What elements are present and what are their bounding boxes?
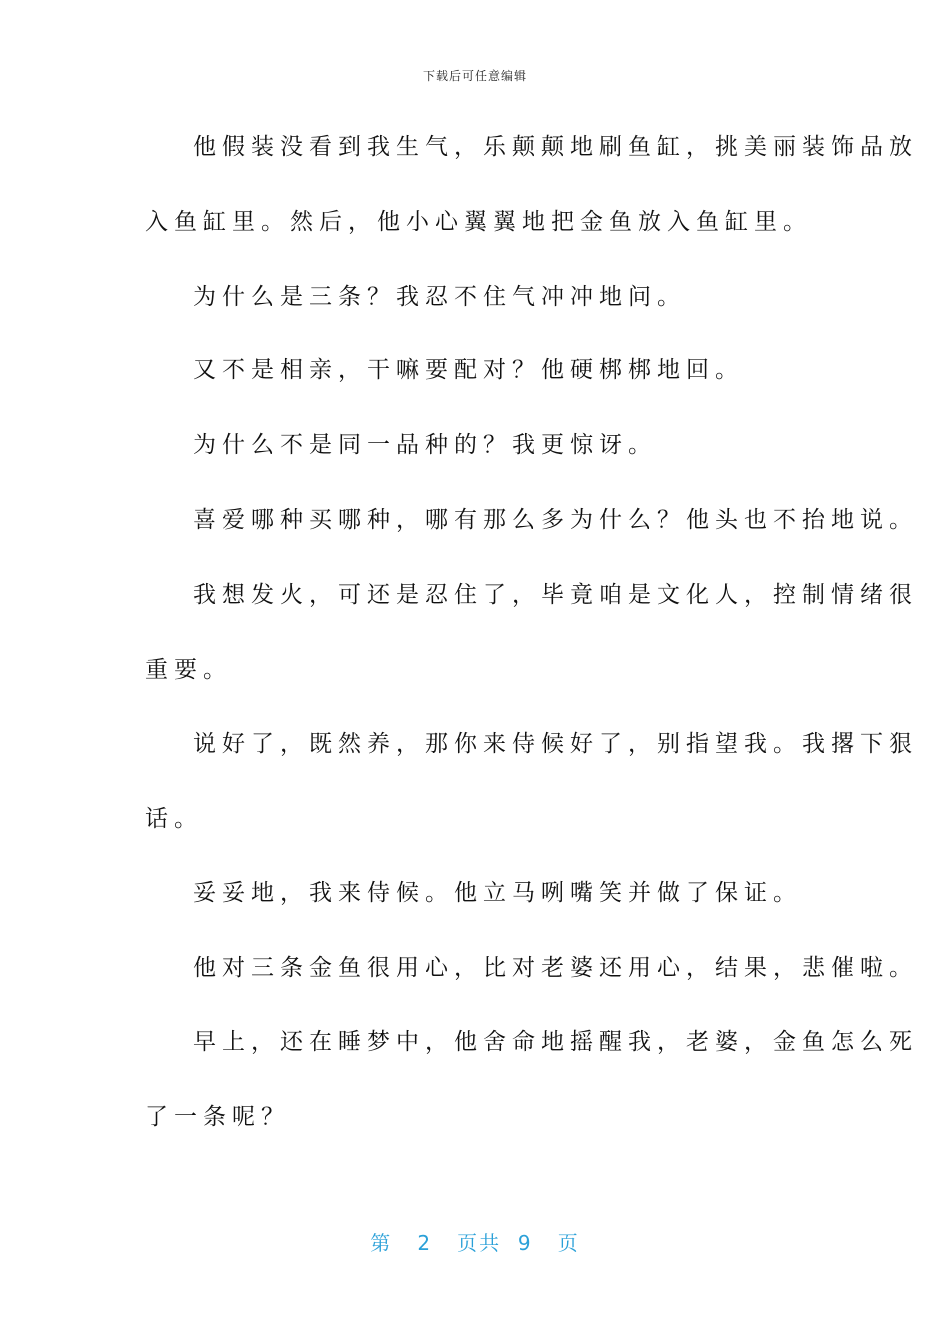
page-middle-text: 页共 <box>457 1231 502 1255</box>
total-pages-number: 9 <box>517 1231 533 1255</box>
page-suffix: 页 <box>557 1231 580 1255</box>
paragraph-line: 妥妥地，我来侍候。他立马咧嘴笑并做了保证。 <box>193 880 802 906</box>
paragraph-line: 为什么是三条？我忍不住气冲冲地问。 <box>193 284 686 310</box>
paragraph-line: 我想发火，可还是忍住了，毕竟咱是文化人，控制情绪很 <box>193 582 918 608</box>
paragraph-line: 喜爱哪种买哪种，哪有那么多为什么？他头也不抬地说。 <box>193 507 918 533</box>
paragraph-line: 入鱼缸里。然后，他小心翼翼地把金鱼放入鱼缸里。 <box>145 209 812 235</box>
paragraph-line: 为什么不是同一品种的？我更惊讶。 <box>193 432 657 458</box>
paragraph-line: 了一条呢？ <box>145 1104 290 1130</box>
header-note: 下载后可任意编辑 <box>422 69 527 83</box>
paragraph-line: 他假装没看到我生气，乐颠颠地刷鱼缸，挑美丽装饰品放 <box>193 134 918 160</box>
current-page-number: 2 <box>417 1231 433 1255</box>
paragraph-line: 他对三条金鱼很用心，比对老婆还用心，结果，悲催啦。 <box>193 955 918 981</box>
paragraph-line: 又不是相亲，干嘛要配对？他硬梆梆地回。 <box>193 357 744 383</box>
page-number-footer <box>0 1227 950 1256</box>
paragraph-line: 重要。 <box>145 657 232 683</box>
page-prefix: 第 <box>370 1231 393 1255</box>
paragraph-line: 早上，还在睡梦中，他舍命地摇醒我，老婆，金鱼怎么死 <box>193 1029 918 1055</box>
paragraph-line: 话。 <box>145 806 203 832</box>
paragraph-line: 说好了，既然养，那你来侍候好了，别指望我。我撂下狠 <box>193 731 918 757</box>
